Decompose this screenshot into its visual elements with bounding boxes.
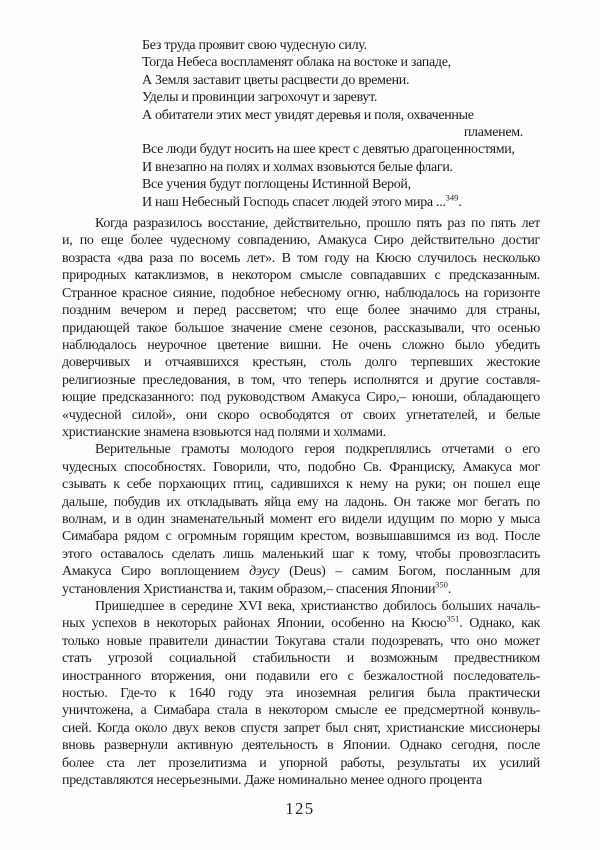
text-line: Пришедшее в середине XVI века, христианство добилось больших началь-: [95, 599, 540, 614]
page-number: 125: [285, 799, 315, 818]
text-line: и, по еще более чудесному совпадению, Амакуса Сиро действительно достиг: [62, 233, 540, 249]
poem-line: И внезапно на полях и холмах взовьются белые флаги.: [142, 159, 453, 175]
poem-line: И наш Небесный Господь спасет людей этого мира ...$^{349}$.: [142, 192, 462, 210]
text-line: установления Христианства и, таким образом,– спасения Японии$^{350}$.: [62, 578, 452, 597]
text-line: религиозные преследования, в том, что теперь исполнятся и другие составля-: [62, 372, 540, 388]
text-line: ющие предсказанного: под руководством Амакуса Сиро,– юноши, обладающего: [62, 390, 540, 406]
text-line: волнам, и в один знаменательный момент его видели идущим по морю у мыса: [62, 511, 540, 527]
page-content: [62, 37, 540, 789]
text-line: стать угрозой социальной стабильности и возможным предвестником: [62, 651, 540, 667]
text-line: сией. Когда около двух веков спустя запрет был снят, христианские миссионеры: [62, 720, 540, 736]
poem-overflow-line: пламенем.: [463, 125, 523, 141]
text-line: более ста лет прозелитизма и упорной работы, результаты их усилий: [62, 755, 540, 771]
text-line: Странное красное сияние, подобное небесному огню, наблюдалось на горизонте: [62, 285, 540, 301]
poem-line: Все учения будут поглощены Истинной Верой,: [142, 177, 411, 193]
text-line: иностранного вторжения, они подавили его с безжалостной последователь-: [62, 668, 540, 684]
paragraph: [62, 215, 540, 441]
text-line: Когда разразилось восстание, действительно, прошло пять раз по пять лет: [95, 216, 540, 232]
text-line: природных катаклизмов, в некотором смысле совпадавших с предсказанным.: [62, 268, 540, 284]
text-line: поздним вечером и перед рассветом; что еще более значимо для страны,: [62, 303, 540, 319]
poem-lines-top: [142, 37, 540, 124]
text-line: представляются несерьезными. Даже номинально менее одного процента: [62, 773, 482, 789]
text-line: Амакуса Сиро воплощением дэусу (Deus) – самим Богом, посланным для: [62, 564, 540, 580]
text-line: Симабара рядом с огромным горящим крестом, возвышавшимся из вод. После: [62, 529, 540, 545]
paragraph: [62, 441, 540, 598]
paragraph: [62, 598, 540, 789]
text-line: доверчивых и отчаявшихся крестьян, столь долго терпевших жестокие: [62, 355, 540, 371]
body-text: [62, 215, 540, 789]
text-line: чудесных способностях. Говорили, что, подобно Св. Франциску, Амакуса мог: [62, 459, 540, 475]
text-line: наблюдалось неурочное цветение вишни. Не очень сложно было убедить: [62, 337, 540, 353]
poem-quote: [142, 37, 540, 211]
text-line: возраста «два раза по восемь лет». В том году на Кюсю случилось несколько: [62, 250, 540, 266]
poem-line: А Земля заставит цветы расцвести до времени.: [142, 72, 410, 88]
text-line: этого оставалось сделать лишь маленький шаг к тому, чтобы провозгласить: [62, 546, 540, 562]
poem-line: А обитатели этих мест увидят деревья и поля, охваченные: [142, 107, 474, 123]
text-line: уничтожена, а Симабара стала в некотором смысле ее предсмертной конвуль-: [62, 703, 540, 719]
text-line: придающей такое большое значение смене сезонов, рассказывали, что осенью: [62, 320, 540, 336]
poem-lines-bottom: [142, 141, 540, 211]
poem-line: Тогда Небеса воспламенят облака на востоке и западе,: [142, 55, 451, 71]
text-line: Верительные грамоты молодого героя подкреплялись отчетами о его: [95, 442, 540, 458]
text-line: только новые правители династии Токугава стали подозревать, что оно может: [62, 633, 540, 649]
text-line: ностью. Где-то к 1640 году эта иноземная религия была практически: [62, 686, 540, 702]
text-line: «чудесной силой», они скоро освободятся от своих угнетателей, и белые: [62, 407, 540, 423]
poem-line: Уделы и провинции загрохочут и заревут.: [142, 90, 378, 106]
text-line: сзывать к себе порхающих птиц, садившихся к нему на руки; он пошел еще: [62, 477, 540, 493]
text-line: ных успехов в некоторых районах Японии, особенно на Кюсю$^{351}$. Однако, как: [62, 613, 540, 632]
poem-line: Без труда проявит свою чудесную силу.: [142, 38, 367, 53]
text-line: дальше, побудив их откладывать яйца ему на ладонь. Он также мог бегать по: [62, 494, 540, 510]
text-line: вновь развернули активную деятельность в Японии. Однако сегодня, после: [62, 738, 540, 754]
text-line: христианские знамена взовьются над полями и холмами.: [62, 424, 386, 440]
poem-line: Все люди будут носить на шее крест с девятью драгоценностями,: [142, 142, 515, 158]
